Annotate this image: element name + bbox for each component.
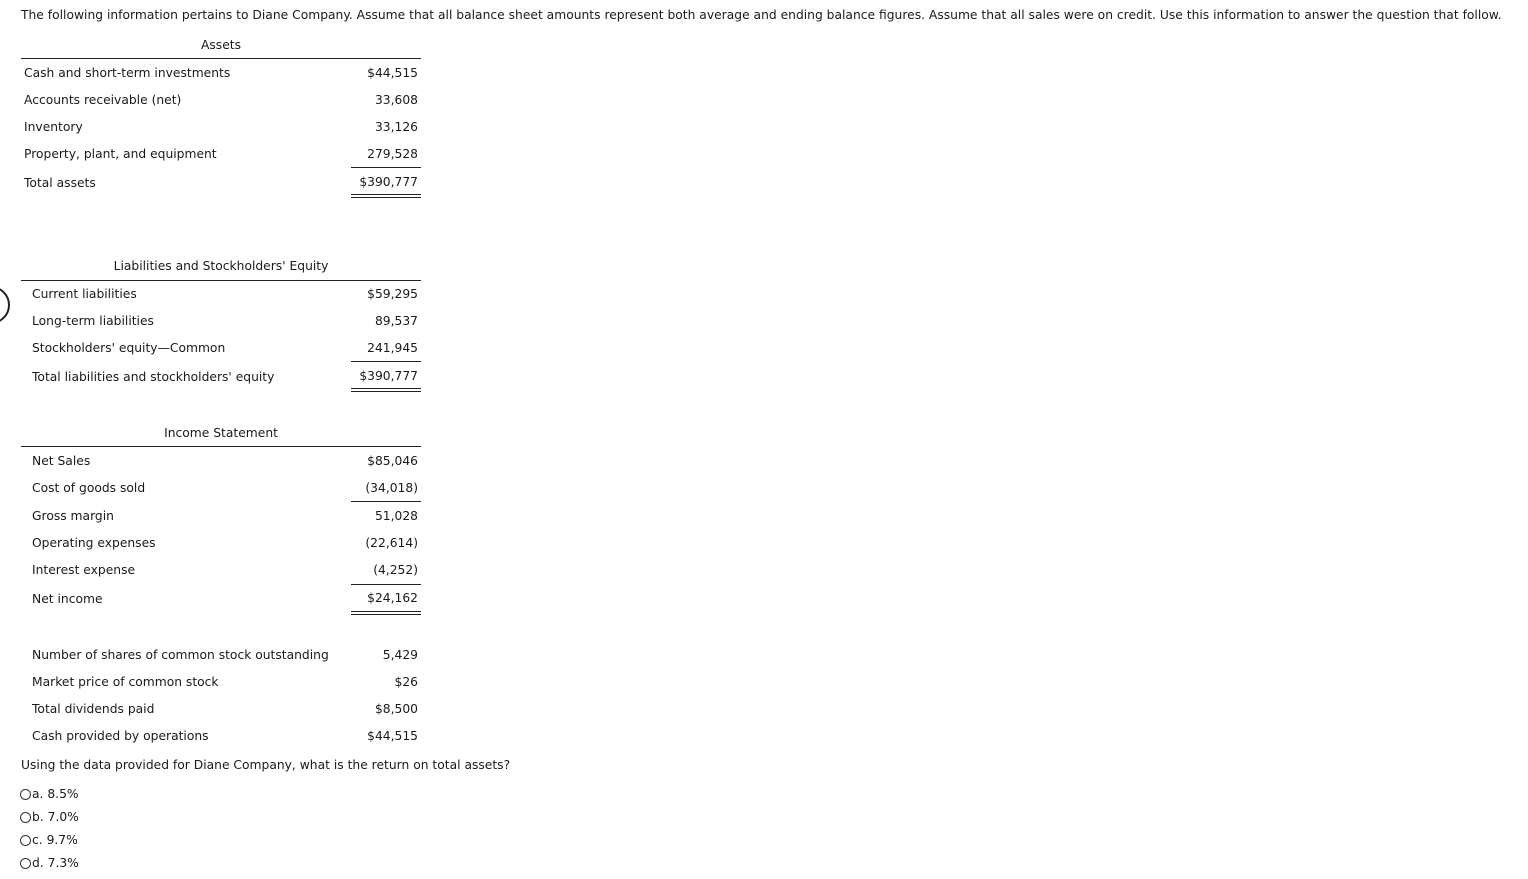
answer-option-a[interactable] <box>20 787 79 801</box>
asset-label: Property, plant, and equipment <box>24 147 217 161</box>
liability-value: 89,537 <box>374 314 418 328</box>
total-liabilities-label: Total liabilities and stockholders' equity <box>32 370 275 384</box>
liability-label: Long-term liabilities <box>32 314 154 328</box>
assets-title: Assets <box>200 38 242 52</box>
intro-text: The following information pertains to Diane Company. Assume that all balance sheet amounts represent both average and ending balance figures. Assume that all sales were on credit. Use this information to answer the question that follow. <box>21 8 1502 22</box>
income-value: (22,614) <box>365 536 418 550</box>
total-assets-label: Total assets <box>24 176 96 190</box>
total-assets-value: $390,777 <box>359 175 418 189</box>
asset-value: 33,608 <box>374 93 418 107</box>
other-value: $26 <box>394 675 418 689</box>
radio-button[interactable] <box>20 858 31 869</box>
other-value: $8,500 <box>374 702 418 716</box>
asset-label: Inventory <box>24 120 83 134</box>
question-text: Using the data provided for Diane Company, what is the return on total assets? <box>21 758 511 772</box>
other-label: Total dividends paid <box>32 702 155 716</box>
edge-circle <box>0 286 10 324</box>
net-income-label: Net income <box>32 592 103 606</box>
liability-label: Stockholders' equity—Common <box>32 341 226 355</box>
answer-option-c[interactable] <box>20 833 78 847</box>
subtotal-rule <box>351 361 421 362</box>
income-label: Gross margin <box>32 509 114 523</box>
liability-label: Current liabilities <box>32 287 137 301</box>
income-label: Cost of goods sold <box>32 481 146 495</box>
asset-label: Cash and short-term investments <box>24 66 231 80</box>
double-rule <box>351 194 421 198</box>
section-rule <box>21 58 421 59</box>
section-rule <box>21 446 421 447</box>
asset-value: $44,515 <box>367 66 418 80</box>
income-label: Net Sales <box>32 454 91 468</box>
total-liabilities-value: $390,777 <box>359 369 418 383</box>
liability-value: 241,945 <box>367 341 418 355</box>
double-rule <box>351 611 421 615</box>
income-label: Interest expense <box>32 563 136 577</box>
subtotal-rule <box>351 501 421 502</box>
asset-value: 279,528 <box>367 147 418 161</box>
income-label: Operating expenses <box>32 536 156 550</box>
option-label: d. 7.3% <box>32 856 79 870</box>
subtotal-rule <box>351 167 421 168</box>
option-label: b. 7.0% <box>32 810 79 824</box>
option-label: c. 9.7% <box>32 833 78 847</box>
other-label: Market price of common stock <box>32 675 219 689</box>
other-label: Cash provided by operations <box>32 729 209 743</box>
radio-button[interactable] <box>20 812 31 823</box>
radio-button[interactable] <box>20 789 31 800</box>
income-value: (4,252) <box>373 563 418 577</box>
other-label: Number of shares of common stock outstanding <box>32 648 329 662</box>
asset-label: Accounts receivable (net) <box>24 93 182 107</box>
other-value: $44,515 <box>367 729 418 743</box>
double-rule <box>351 388 421 392</box>
income-value: 51,028 <box>374 509 418 523</box>
liability-value: $59,295 <box>367 287 418 301</box>
income-title: Income Statement <box>164 426 278 440</box>
liabilities-title: Liabilities and Stockholders' Equity <box>113 259 329 273</box>
other-value: 5,429 <box>382 648 418 662</box>
income-value: $85,046 <box>367 454 418 468</box>
section-rule <box>21 280 421 281</box>
subtotal-rule <box>351 584 421 585</box>
income-value: (34,018) <box>365 481 418 495</box>
asset-value: 33,126 <box>374 120 418 134</box>
option-label: a. 8.5% <box>32 787 79 801</box>
radio-button[interactable] <box>20 835 31 846</box>
answer-option-b[interactable] <box>20 810 79 824</box>
net-income-value: $24,162 <box>367 591 418 605</box>
answer-option-d[interactable] <box>20 856 79 870</box>
